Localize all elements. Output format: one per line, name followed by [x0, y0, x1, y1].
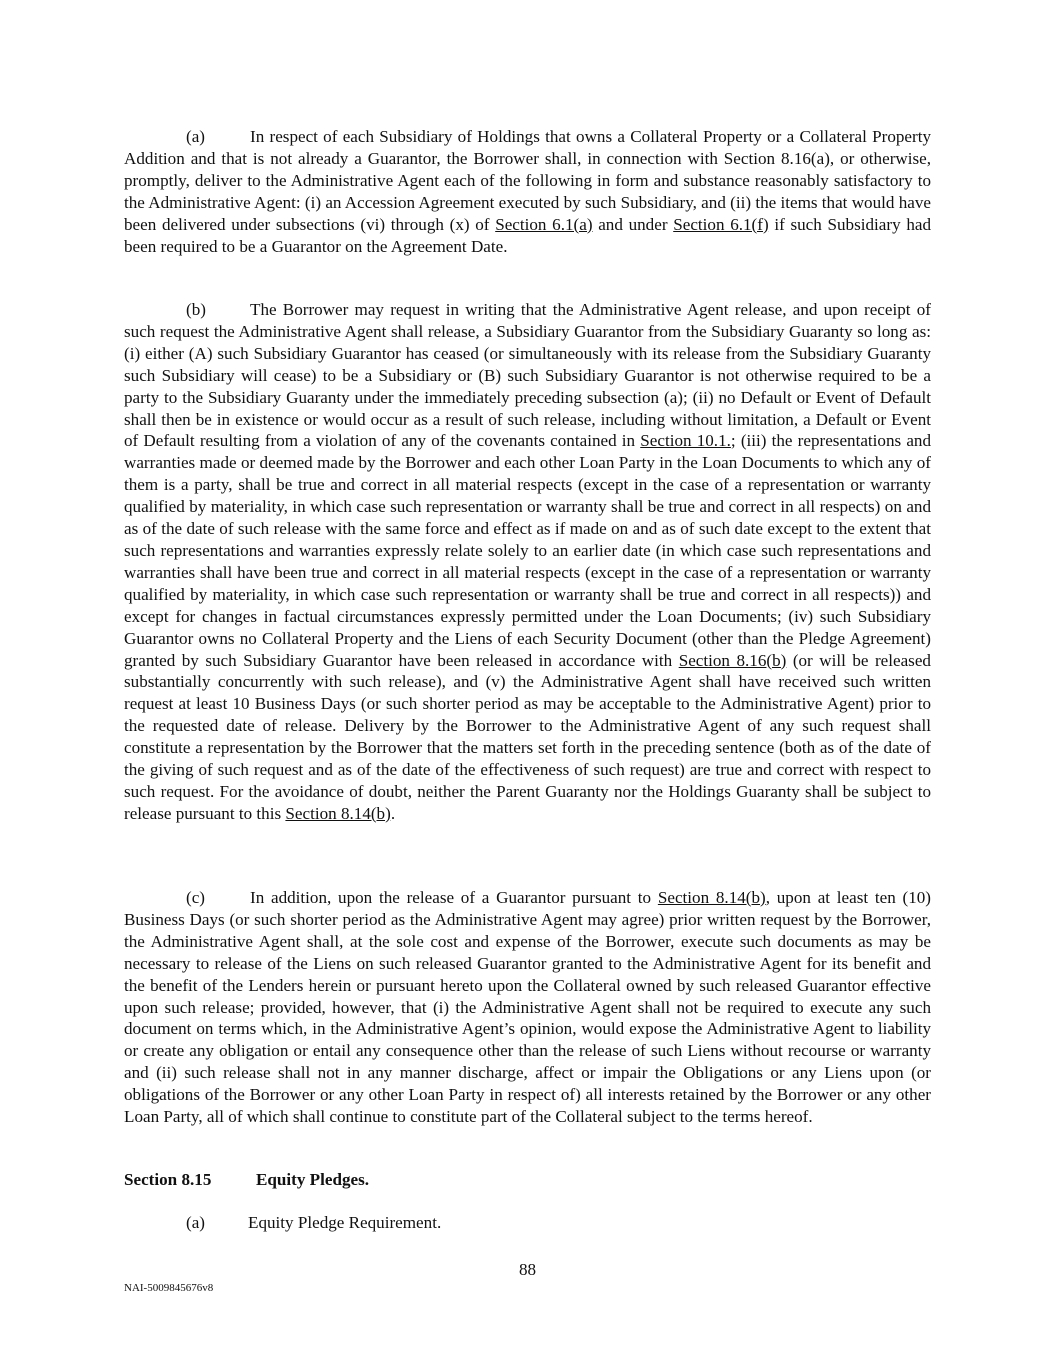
- document-id: NAI-5009845676v8: [124, 1282, 214, 1294]
- paragraph-b-text-4: .: [390, 803, 396, 823]
- page-number: 88: [518, 1260, 537, 1279]
- paragraph-b-marker: (b): [186, 300, 206, 319]
- subsection-title: Equity Pledge Requirement.: [248, 1213, 442, 1232]
- paragraph-c-text-2: , upon at least ten (10) Business Days (or such shorter period as the Administrative Agent may agree) prior written request by the Borrower, the Administrative Agent shall, at the sole cost and expense of the Borrower, execute such documents as may be necessary to release of the Liens on such released Guarantor granted to the Administrative Agent for its benefit and the benefit of the Lenders herein or pursuant hereto upon the Collateral owned by such released Guarantor effective upon such release; provided, however, that (i) the Administrative Agent shall not be required to execute any such document on terms which, in the Administrative Agent’s opinion, would expose the Administrative Agent to liability or create any obligation or entail any consequence other than the release of such Liens without recourse or warranty and (ii) such release shall not in any manner discharge, affect or impair the Obligations or any Liens upon (or obligations of the Borrower or any other Loan Party in respect of) all interests retained by the Borrower or any other Loan Party, all of which shall continue to constitute part of the Collateral subject to the terms hereof.: [124, 888, 931, 1127]
- paragraph-a-text-1: In respect of each Subsidiary of Holdings that owns a Collateral Property or a Collateral Property Addition and that is not already a Guarantor, the Borrower shall, in connection with Section 8.16(a), or otherwise, promptly, deliver to the Administrative Agent each of the following in form and substance reasonably satisfactory to the Administrative Agent: (i) an Accession Agreement executed by such Subsidiary, and (ii) the items that would have been delivered under subsections (vi) through (x) of: [124, 127, 931, 234]
- section-heading: [124, 1169, 369, 1191]
- paragraph-b: [124, 299, 931, 825]
- section-8-14b-reference-c: Section 8.14(b): [657, 888, 766, 907]
- section-8-16b-reference: Section 8.16(b): [678, 650, 787, 670]
- paragraph-b-text-1: The Borrower may request in writing that the Administrative Agent release, and upon receipt of such request the Administrative Agent shall release, a Subsidiary Guarantor from the Subsidiary Guaranty so long as: (i) either (A) such Subsidiary Guarantor has ceased (or simultaneously with its release from the Subsidiary Guaranty such Subsidiary will cease) to be a Subsidiary or (B) such Subsidiary Guarantor is not otherwise required to be a party to the Subsidiary Guaranty under the immediately preceding subsection (a); (ii) no Default or Event of Default shall then be in existence or would occur as a result of such release, including without limitation, a Default or Event of Default resulting from a violation of any of the covenants contained in: [124, 300, 931, 451]
- section-8-14b-reference: Section 8.14(b): [285, 803, 391, 823]
- section-10-1-reference: Section 10.1.: [640, 431, 731, 451]
- section-number: Section 8.15: [124, 1170, 212, 1189]
- paragraph-c-marker: (c): [186, 888, 205, 907]
- section-6-1a-reference: Section 6.1(a): [495, 214, 593, 234]
- paragraph-a-text-2: and under: [592, 214, 674, 234]
- paragraph-a-marker: (a): [186, 127, 205, 146]
- section-6-1f-reference: Section 6.1(f): [673, 214, 769, 234]
- section-title: Equity Pledges.: [256, 1170, 370, 1189]
- paragraph-b-text-3: (or will be released substantially concurrently with such release), and (v) the Administrative Agent shall have received such written request at least 10 Business Days (or such shorter period as may be acceptable to the Administrative Agent) prior to the requested date of release. Delivery by the Borrower to the Administrative Agent of any such request shall constitute a representation by the Borrower that the matters set forth in the preceding sentence (both as of the date of the giving of such request and as of the date of the effectiveness of such request) are true and correct with respect to such request. For the avoidance of doubt, neither the Parent Guaranty nor the Holdings Guaranty shall be subject to release pursuant to this: [124, 650, 931, 823]
- paragraph-a-text-3: if such Subsidiary had been required to be a Guarantor on the Agreement Date.: [124, 214, 932, 256]
- subsection-marker: (a): [186, 1213, 205, 1232]
- paragraph-c: [124, 887, 931, 1128]
- paragraph-a: [124, 126, 931, 257]
- paragraph-b-text-2: ; (iii) the representations and warranties made or deemed made by the Borrower and each other Loan Party in the Loan Documents to which any of them is a party, shall be true and correct in all material respects (except in the case of a representation or warranty qualified by materiality, in which case such representation or warranty shall be true and correct in all respects) on and as of the date of such release with the same force and effect as if made on and as of such date except to the extent that such representations and warranties expressly relate solely to an earlier date (in which case such representations and warranties shall have been true and correct in all material respects (except in the case of a representation or warranty qualified by materiality, in which case such representation or warranty shall be true and correct in all respects)) and except for changes in factual circumstances expressly permitted under the Loan Documents; (iv) such Subsidiary Guarantor owns no Collateral Property and the Liens of each Security Document (other than the Pledge Agreement) granted by such Subsidiary Guarantor have been released in accordance with: [124, 431, 932, 670]
- subsection-heading: [124, 1212, 441, 1234]
- paragraph-c-text-1: In addition, upon the release of a Guarantor pursuant to: [250, 888, 658, 907]
